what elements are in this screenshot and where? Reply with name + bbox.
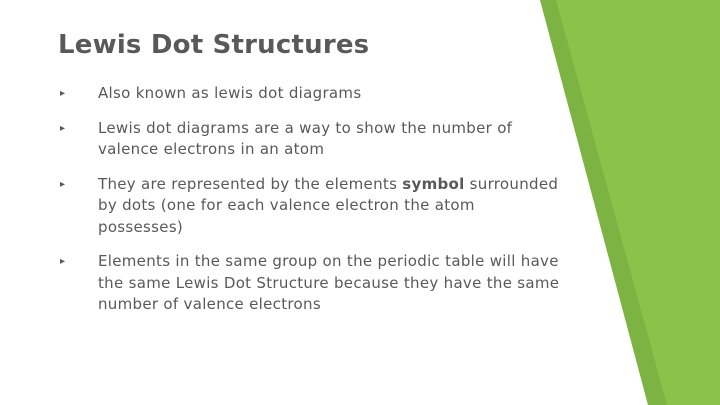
bullet-text: Lewis dot diagrams are a way to show the number of valence electrons in an atom (98, 118, 513, 158)
bullet-item (60, 174, 560, 239)
bullet-list (60, 83, 560, 316)
bullet-item (60, 251, 560, 316)
bullet-text-end: surrounded by dots (one for each valence electron the atom possesses) (98, 174, 559, 236)
bullet-item (60, 118, 560, 161)
bullet-text: Elements in the same group on the periodic table will have the same Lewis Dot Structure because they have the same number of valence electrons (98, 252, 560, 313)
bullet-bold-term: symbol (402, 174, 465, 193)
bullet-marker-icon: ▸ (60, 178, 66, 190)
bullet-marker-icon: ▸ (60, 88, 66, 99)
bullet-text-start: They are represented by the elements (98, 174, 403, 193)
slide-title: Lewis Dot Structures (58, 30, 370, 60)
bullet-marker-icon: ▸ (60, 122, 66, 134)
bullet-text: Also known as lewis dot diagrams (98, 84, 362, 102)
bullet-item (60, 83, 560, 105)
bullet-marker-icon: ▸ (60, 256, 66, 267)
